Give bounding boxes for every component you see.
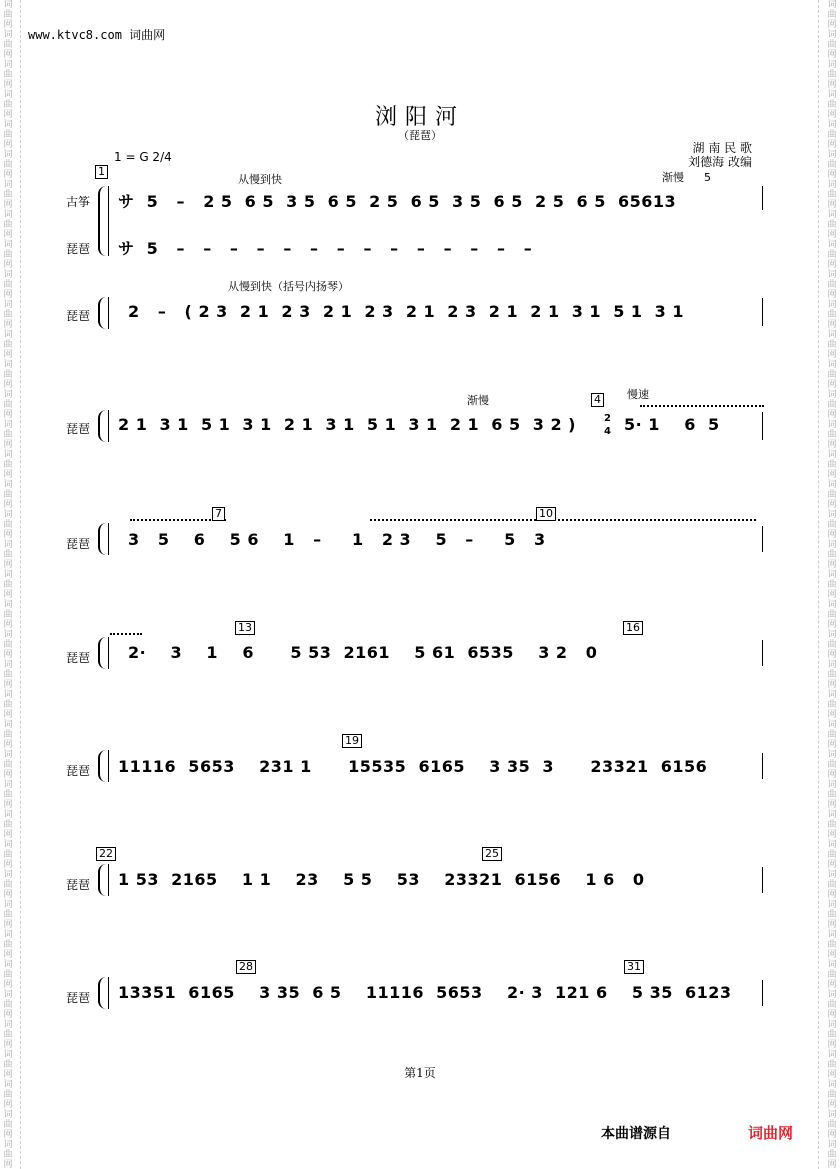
barline bbox=[762, 980, 763, 1006]
system-brace bbox=[98, 523, 108, 555]
instrument-label-pipa: 琵琶 bbox=[66, 764, 91, 778]
tempo-dotted-line bbox=[640, 405, 764, 407]
pipa-notes: 2· 3 1 6 5 53 2161 5 61 6535 3 2 0 bbox=[128, 643, 598, 662]
system-brace bbox=[98, 977, 108, 1009]
system-barline bbox=[108, 410, 109, 442]
guzheng-notes: サ 5 – 2 5 6 5 3 5 6 5 2 5 6 5 3 5 6 5 2 5 6 5 65613 bbox=[118, 192, 677, 211]
time-signature-top: 2 bbox=[604, 413, 611, 424]
barline bbox=[762, 412, 763, 440]
source-label: 本曲谱源自 bbox=[601, 1126, 671, 1142]
page-number: 第1页 bbox=[404, 1066, 436, 1080]
barline bbox=[762, 867, 763, 893]
tempo-annotation: 慢速 bbox=[627, 388, 649, 401]
watermark-right: 词曲网词曲网词曲网词曲网词曲网词曲网词曲网词曲网词曲网词曲网词曲网词曲网词曲网词曲网词曲网词曲网词曲网词曲网词曲网词曲网词曲网词曲网词曲网词曲网词曲网词曲网词曲网词曲网词曲网词曲网词曲网词曲网词曲网词曲网词曲网词曲网词曲网词曲网词曲网 bbox=[827, 0, 837, 1169]
pipa-notes: 2 1 3 1 5 1 3 1 2 1 3 1 5 1 3 1 2 1 6 5 3 2 ) bbox=[118, 415, 576, 434]
tempo-dotted-line bbox=[370, 519, 756, 521]
credit-arranger: 刘德海 改编 bbox=[688, 155, 752, 169]
system-barline bbox=[108, 864, 109, 896]
system-barline bbox=[108, 297, 109, 329]
tempo-annotation: 渐慢 bbox=[662, 171, 684, 184]
instrument-label-pipa: 琵琶 bbox=[66, 991, 91, 1005]
pipa-notes: サ 5 – – – – – – – – – – – – – – bbox=[118, 239, 533, 258]
time-signature-bottom: 4 bbox=[604, 426, 611, 437]
instrument-label-pipa: 琵琶 bbox=[66, 242, 91, 256]
instrument-label-pipa: 琵琶 bbox=[66, 878, 91, 892]
pipa-notes: 1 53 2165 1 1 23 5 5 53 23321 6156 1 6 0 bbox=[118, 870, 645, 889]
system-barline bbox=[108, 523, 109, 555]
tempo-annotation: 从慢到快（括号内扬琴） bbox=[228, 280, 349, 293]
watermark-left: 词曲网词曲网词曲网词曲网词曲网词曲网词曲网词曲网词曲网词曲网词曲网词曲网词曲网词曲网词曲网词曲网词曲网词曲网词曲网词曲网词曲网词曲网词曲网词曲网词曲网词曲网词曲网词曲网词曲网词曲网词曲网词曲网词曲网词曲网词曲网词曲网词曲网词曲网词曲网 bbox=[3, 0, 13, 1169]
instrument-label-pipa: 琵琶 bbox=[66, 537, 91, 551]
tuplet-number: 5 bbox=[704, 171, 711, 184]
measure-number: 25 bbox=[482, 847, 502, 861]
system-brace bbox=[98, 637, 108, 669]
instrument-label-pipa: 琵琶 bbox=[66, 309, 91, 323]
system-brace bbox=[98, 864, 108, 896]
barline bbox=[762, 640, 763, 666]
pipa-notes: 5· 1 6 5 bbox=[624, 415, 720, 434]
system-brace bbox=[98, 186, 108, 256]
credit-origin: 湖 南 民 歌 bbox=[692, 141, 752, 155]
barline bbox=[762, 526, 763, 552]
score-title: 浏阳河 bbox=[374, 105, 465, 130]
pipa-notes: 2 – ( 2 3 2 1 2 3 2 1 2 3 2 1 2 3 2 1 2 1 3 1 5 1 3 1 bbox=[128, 302, 685, 321]
system-brace bbox=[98, 410, 108, 442]
system-barline bbox=[108, 750, 109, 782]
measure-number: 4 bbox=[591, 393, 604, 407]
barline bbox=[762, 298, 763, 326]
instrument-label-pipa: 琵琶 bbox=[66, 651, 91, 665]
system-barline bbox=[108, 977, 109, 1009]
measure-number: 22 bbox=[96, 847, 116, 861]
margin-line-left bbox=[20, 0, 21, 1169]
measure-number: 10 bbox=[536, 507, 556, 521]
system-brace bbox=[98, 297, 108, 329]
pipa-notes: 3 5 6 5 6 1 – 1 2 3 5 – 5 3 bbox=[128, 530, 546, 549]
pipa-notes: 11116 5653 231 1 15535 6165 3 35 3 23321 6156 bbox=[118, 757, 708, 776]
measure-number: 7 bbox=[212, 507, 225, 521]
system-barline bbox=[108, 186, 109, 256]
barline bbox=[762, 186, 763, 210]
measure-number: 31 bbox=[624, 960, 644, 974]
measure-number: 1 bbox=[95, 165, 108, 179]
system-barline bbox=[108, 637, 109, 669]
measure-number: 16 bbox=[623, 621, 643, 635]
margin-line-right bbox=[818, 0, 819, 1169]
pipa-notes: 13351 6165 3 35 6 5 11116 5653 2· 3 121 6 5 35 6123 bbox=[118, 983, 732, 1002]
system-brace bbox=[98, 750, 108, 782]
tempo-dotted-line bbox=[110, 633, 142, 635]
tempo-annotation: 渐慢 bbox=[467, 394, 489, 407]
brand-logo-text: 词曲网 bbox=[748, 1124, 794, 1142]
key-signature: 1 = G 2/4 bbox=[114, 150, 172, 164]
measure-number: 13 bbox=[235, 621, 255, 635]
measure-number: 28 bbox=[236, 960, 256, 974]
site-url: www.ktvc8.com 词曲网 bbox=[28, 28, 166, 42]
barline bbox=[762, 753, 763, 779]
measure-number: 19 bbox=[342, 734, 362, 748]
instrument-label-pipa: 琵琶 bbox=[66, 422, 91, 436]
instrument-label-guzheng: 古筝 bbox=[66, 195, 91, 209]
tempo-annotation: 从慢到快 bbox=[238, 173, 282, 186]
score-subtitle: （琵琶） bbox=[398, 129, 442, 142]
